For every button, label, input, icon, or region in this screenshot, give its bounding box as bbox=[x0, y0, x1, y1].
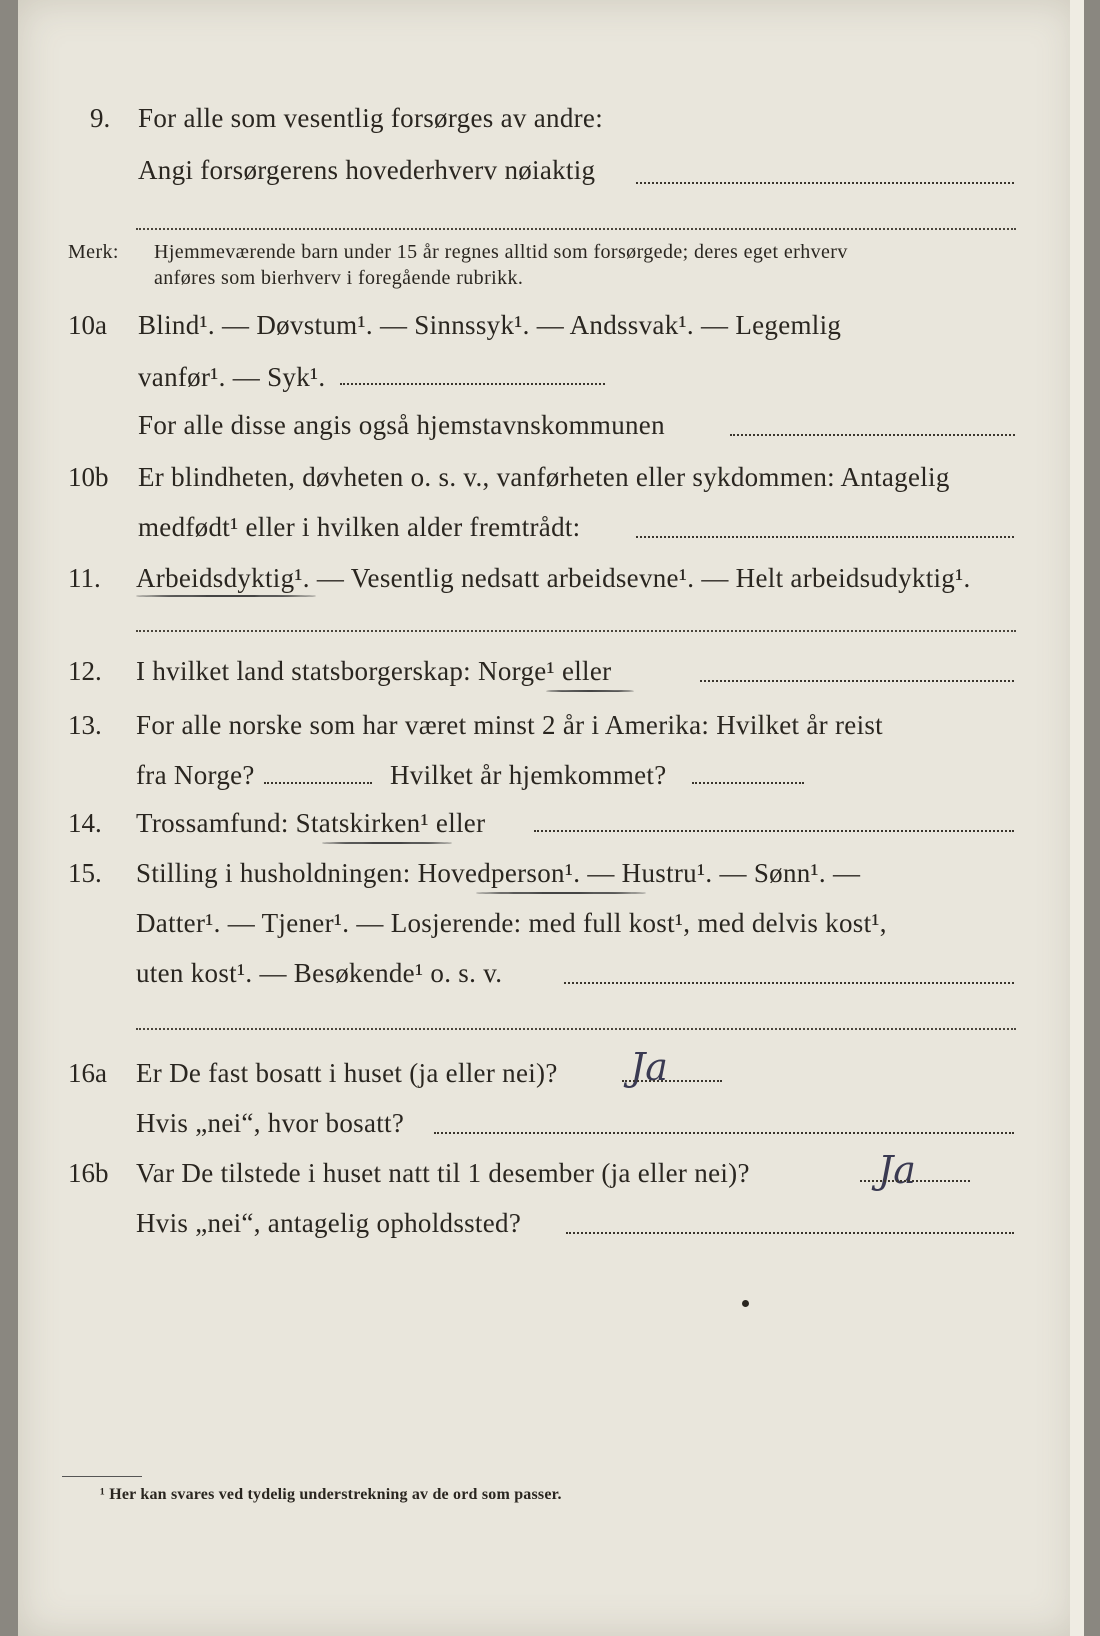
question-number: 10b bbox=[68, 462, 109, 492]
answer-line[interactable] bbox=[566, 1232, 1014, 1234]
footnote-rule bbox=[62, 1476, 142, 1477]
note-text: anføres som bierhverv i foregående rubrikk. bbox=[154, 267, 524, 289]
question-text: For alle disse angis også hjemstavnskommunen bbox=[138, 410, 665, 440]
answer-line[interactable] bbox=[534, 830, 1014, 832]
question-text: Hvis „nei“, antagelig opholdssted? bbox=[136, 1208, 522, 1238]
question-text: Arbeidsdyktig¹. — Vesentlig nedsatt arbeidsevne¹. — Helt arbeidsudyktig¹. bbox=[136, 563, 971, 593]
footnote-text: ¹ Her kan svares ved tydelig understrekning av de ord som passer. bbox=[100, 1486, 562, 1503]
question-number: 14. bbox=[68, 808, 102, 838]
question-text: Stilling i husholdningen: Hovedperson¹. — Hustru¹. — Sønn¹. — bbox=[136, 858, 861, 888]
form-page bbox=[18, 0, 1078, 1636]
handwritten-underline bbox=[546, 690, 634, 692]
question-number: 10a bbox=[68, 310, 107, 340]
handwritten-underline bbox=[136, 595, 316, 597]
question-text: vanfør¹. — Syk¹. bbox=[138, 362, 326, 392]
ink-dot bbox=[742, 1300, 749, 1307]
answer-line[interactable] bbox=[434, 1132, 1014, 1134]
question-text: Trossamfund: Statskirken¹ eller bbox=[136, 808, 486, 838]
question-text: Var De tilstede i huset natt til 1 desember (ja eller nei)? bbox=[136, 1158, 750, 1188]
question-text: For alle norske som har været minst 2 år i Amerika: Hvilket år reist bbox=[136, 710, 883, 740]
question-text: Hvilket år hjemkommet? bbox=[390, 760, 667, 790]
answer-line[interactable] bbox=[700, 680, 1014, 682]
answer-line[interactable] bbox=[692, 782, 804, 784]
question-text: Angi forsørgerens hovederhverv nøiaktig bbox=[138, 155, 596, 185]
question-text: medfødt¹ eller i hvilken alder fremtrådt: bbox=[138, 512, 581, 542]
answer-line[interactable] bbox=[860, 1180, 970, 1182]
question-text: fra Norge? bbox=[136, 760, 255, 790]
page-edge bbox=[1070, 0, 1084, 1636]
answer-line[interactable] bbox=[340, 383, 605, 385]
note-label: Merk: bbox=[68, 241, 119, 263]
answer-line[interactable] bbox=[636, 536, 1014, 538]
handwritten-answer: Ja bbox=[630, 1045, 668, 1089]
answer-line[interactable] bbox=[636, 182, 1014, 184]
question-text: Datter¹. — Tjener¹. — Losjerende: med full kost¹, med delvis kost¹, bbox=[136, 908, 887, 938]
question-number: 15. bbox=[68, 858, 102, 888]
question-text: Blind¹. — Døvstum¹. — Sinnssyk¹. — Andssvak¹. — Legemlig bbox=[138, 310, 842, 340]
note-text: Hjemmeværende barn under 15 år regnes alltid som forsørgede; deres eget erhverv bbox=[154, 241, 848, 263]
answer-line[interactable] bbox=[136, 1028, 1016, 1030]
answer-line[interactable] bbox=[136, 630, 1016, 632]
question-text: For alle som vesentlig forsørges av andre: bbox=[138, 103, 603, 133]
answer-line[interactable] bbox=[564, 982, 1014, 984]
question-number: 16a bbox=[68, 1058, 107, 1088]
handwritten-underline bbox=[322, 842, 452, 844]
question-text: Er De fast bosatt i huset (ja eller nei)? bbox=[136, 1058, 558, 1088]
question-text: I hvilket land statsborgerskap: Norge¹ eller bbox=[136, 656, 612, 686]
answer-line[interactable] bbox=[622, 1080, 722, 1082]
answer-line[interactable] bbox=[730, 434, 1015, 436]
handwritten-underline bbox=[476, 892, 646, 894]
question-text: Hvis „nei“, hvor bosatt? bbox=[136, 1108, 405, 1138]
question-number: 9. bbox=[90, 103, 111, 133]
question-number: 12. bbox=[68, 656, 102, 686]
question-number: 16b bbox=[68, 1158, 109, 1188]
question-text: uten kost¹. — Besøkende¹ o. s. v. bbox=[136, 958, 503, 988]
handwritten-answer: Ja bbox=[878, 1148, 916, 1192]
question-number: 13. bbox=[68, 710, 102, 740]
question-number: 11. bbox=[68, 563, 101, 593]
question-text: Er blindheten, døvheten o. s. v., vanførheten eller sykdommen: Antagelig bbox=[138, 462, 950, 492]
answer-line[interactable] bbox=[136, 228, 1016, 230]
answer-line[interactable] bbox=[264, 782, 372, 784]
